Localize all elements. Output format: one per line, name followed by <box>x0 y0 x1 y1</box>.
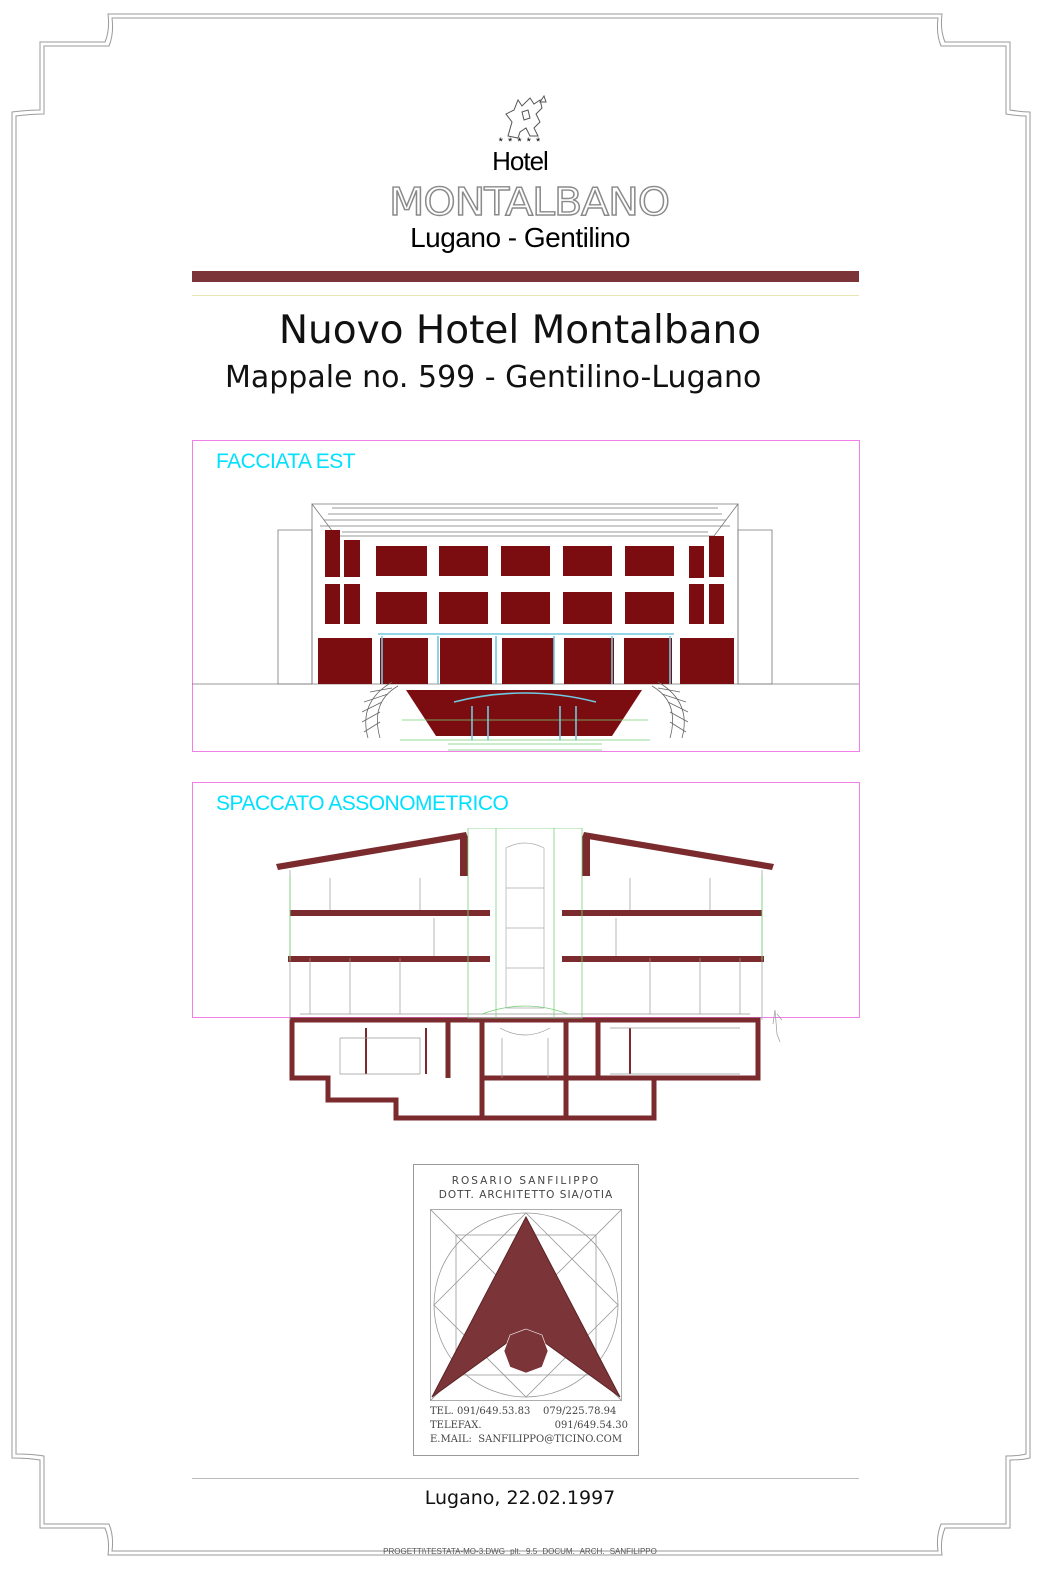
footer-divider <box>192 1478 859 1479</box>
brand-wordmark <box>388 182 670 222</box>
tel-primary: TEL. 091/649.53.83 <box>430 1406 531 1417</box>
fax-label: TELEFAX. <box>430 1420 482 1431</box>
architect-name: ROSARIO SANFILIPPO <box>451 1175 601 1187</box>
email-address: SANFILIPPO@TICINO.COM <box>478 1434 623 1445</box>
rating-stars: * * * * * <box>498 136 542 148</box>
document-date: Lugano, 22.02.1997 <box>424 1487 616 1509</box>
fax-number: 091/649.54.30 <box>554 1420 628 1431</box>
section-drawing <box>270 828 790 1124</box>
section-label: SPACCATO ASSONOMETRICO <box>216 792 509 815</box>
tel-secondary: 079/225.78.94 <box>543 1406 617 1417</box>
svg-text:MONTALBANO: MONTALBANO <box>389 182 669 222</box>
page-title: Nuovo Hotel Montalbano <box>278 308 762 353</box>
architect-logo-icon <box>430 1209 622 1401</box>
hotel-location: Lugano - Gentilino <box>410 222 630 253</box>
header-divider <box>192 271 859 282</box>
architect-title: DOTT. ARCHITETTO SIA/OTIA <box>438 1189 614 1201</box>
page-subtitle: Mappale no. 599 - Gentilino-Lugano <box>225 360 762 395</box>
architect-card <box>413 1164 639 1456</box>
griffin-logo-icon <box>500 92 552 142</box>
header-thin-divider <box>192 295 859 296</box>
contact-tel <box>430 1406 616 1417</box>
hotel-label: Hotel <box>492 146 548 176</box>
contact-email <box>430 1434 622 1445</box>
contact-fax <box>430 1420 628 1431</box>
file-reference: PROGETTI\TESTATA-MO-3.DWG plt. 9.5 DOCUM. ARCH. SANFILIPPO <box>383 1547 657 1556</box>
email-label: E.MAIL: <box>430 1434 472 1445</box>
facade-drawing <box>192 440 859 751</box>
facade-label: FACCIATA EST <box>216 450 356 473</box>
